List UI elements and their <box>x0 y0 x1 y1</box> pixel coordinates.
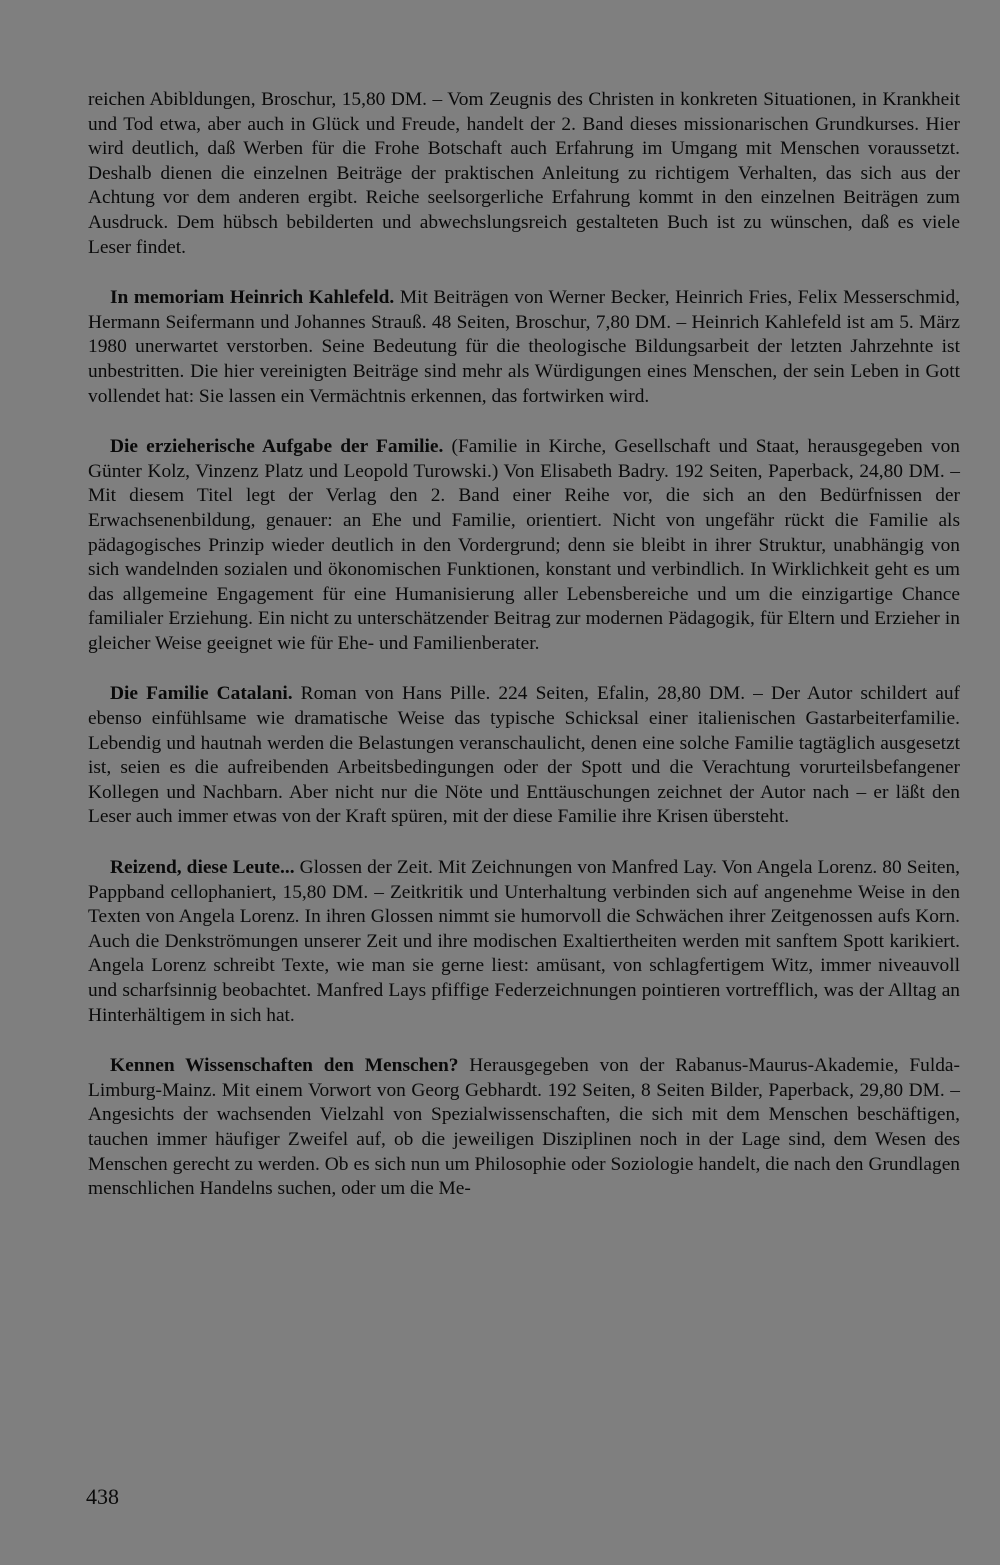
page-number: 438 <box>86 1484 119 1509</box>
review-entry-4 <box>88 856 960 1028</box>
entry-text: Roman von Hans Pille. 224 Seiten, Efalin, 28,80 DM. – Der Autor schildert auf ebenso einfühlsame wie dramatische Weise das typische Schicksal einer italienischen Gastarbeiterfamilie. Lebendig und hautnah werden die Belastungen veranschaulicht, denen eine solche Familie tagtäglich ausgesetzt ist, seien es die aufreibenden Arbeitsbedingungen oder der Spott und die Verachtung vorurteilsbefangener Kollegen und Nachbarn. Aber nicht nur die Nöte und Enttäuschungen zeichnet der Autor nach – er läßt den Leser auch immer etwas von der Kraft spüren, mit der diese Familie ihre Krisen übersteht. <box>88 683 960 828</box>
entry-title: In memoriam Heinrich Kahlefeld. <box>110 287 395 309</box>
entry-text: Glossen der Zeit. Mit Zeichnungen von Manfred Lay. Von Angela Lorenz. 80 Seiten, Pappband cellophaniert, 15,80 DM. – Zeitkritik und Unterhaltung verbinden sich auf angenehme Weise in den Texten von Angela Lorenz. In ihren Glossen nimmt sie humorvoll die Schwächen ihrer Zeitgenossen aufs Korn. Auch die Denkströmungen unserer Zeit und ihre modischen Exaltiertheiten werden mit sanftem Spott karikiert. Angela Lorenz schreibt Texte, wie man sie gerne liest: amüsant, von schlagfertigem Witz, immer niveauvoll und scharfsinnig beobachtet. Manfred Lays pfiffige Federzeichnungen pointieren vortrefflich, was der Alltag an Hinterhältigem in sich hat. <box>88 857 961 1026</box>
review-entry-5 <box>88 1054 960 1202</box>
entry-title: Kennen Wissenschaften den Menschen? <box>110 1055 459 1077</box>
entry-title: Die erzieherische Aufgabe der Familie. <box>110 436 444 458</box>
entry-text: reichen Abibldungen, Broschur, 15,80 DM. – Vom Zeugnis des Christen in konkreten Situationen, in Krankheit und Tod etwa, aber auch in Glück und Freude, handelt der 2. Band dieses missionarischen Grundkurses. Hier wird deutlich, daß Werben für die Frohe Botschaft auch Erfahrung im Umgang mit Menschen voraussetzt. Deshalb dienen die einzelnen Beiträge der praktischen Anleitung zu richtigem Verhalten, das sich aus der Achtung vor dem anderen ergibt. Reiche seelsorgerliche Erfahrung kommt in den einzelnen Beiträgen zum Ausdruck. Dem hübsch bebilderten und abwechslungsreich gestalteten Buch ist zu wünschen, daß es viele Leser findet. <box>88 89 960 258</box>
review-entry-2 <box>88 435 960 656</box>
review-entry-3 <box>88 682 960 830</box>
entry-title: Reizend, diese Leute... <box>110 857 295 879</box>
review-entry-0 <box>88 88 960 260</box>
page-body <box>88 88 960 1228</box>
entry-text: Herausgegeben von der Rabanus-Maurus-Akademie, Fulda-Limburg-Mainz. Mit einem Vorwort von Georg Gebhardt. 192 Seiten, 8 Seiten Bilder, Paperback, 29,80 DM. – Angesichts der wachsenden Vielzahl von Spezialwissenschaften, die sich mit dem Menschen beschäftigen, tauchen immer häufiger Zweifel auf, ob die jeweiligen Disziplinen noch in der Lage sind, dem Wesen des Menschen gerecht zu werden. Ob es sich nun um Philosophie oder Soziologie handelt, die nach den Grundlagen menschlichen Handelns suchen, oder um die Me- <box>88 1055 960 1200</box>
entry-title: Die Familie Catalani. <box>110 683 293 705</box>
review-entry-1 <box>88 286 960 409</box>
entry-text: (Familie in Kirche, Gesellschaft und Staat, herausgegeben von Günter Kolz, Vinzenz Platz und Leopold Turowski.) Von Elisabeth Badry. 192 Seiten, Paperback, 24,80 DM. – Mit diesem Titel legt der Verlag den 2. Band einer Reihe vor, die sich an den Bedürfnissen der Erwachsenenbildung, genauer: an Ehe und Familie, orientiert. Nicht von ungefähr rückt die Familie als pädagogisches Prinzip wieder deutlich in den Vordergrund; denn sie bleibt in ihrer Struktur, unabhängig von sich wandelnden sozialen und ökonomischen Funktionen, konstant und verbindlich. In Wirklichkeit geht es um das allgemeine Engagement für eine Humanisierung aller Lebensbereiche und um die einzigartige Chance familialer Erziehung. Ein nicht zu unterschätzender Beitrag zur modernen Pädagogik, für Eltern und Erzieher in gleicher Weise geeignet wie für Ehe- und Familienberater. <box>88 436 960 654</box>
entry-text: Mit Beiträgen von Werner Becker, Heinrich Fries, Felix Messerschmid, Hermann Seifermann und Johannes Strauß. 48 Seiten, Broschur, 7,80 DM. – Heinrich Kahlefeld ist am 5. März 1980 unerwartet verstorben. Seine Bedeutung für die theologische Bildungsarbeit der letzten Jahrzehnte ist unbestritten. Die hier vereinigten Beiträge sind mehr als Würdigungen eines Menschen, der sein Leben in Gott vollendet hat: Sie lassen ein Vermächtnis erkennen, das fortwirken wird. <box>88 287 960 407</box>
